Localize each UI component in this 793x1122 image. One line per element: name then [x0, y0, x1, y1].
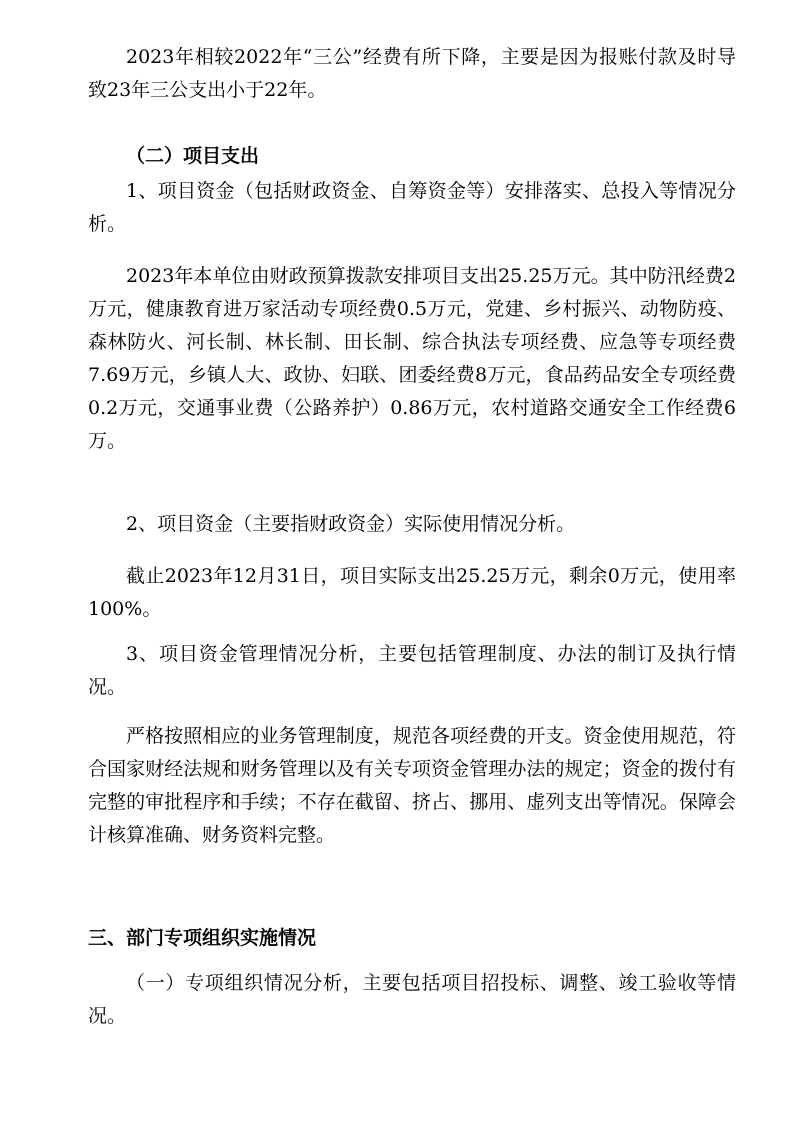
- paragraph-funds-management: 3、项目资金管理情况分析，主要包括管理制度、办法的制订及执行情况。: [88, 643, 736, 698]
- heading-project-expenditure: （二）项目支出: [126, 145, 260, 167]
- paragraph-project-funds-arrangement: 1、项目资金（包括财政资金、自筹资金等）安排落实、总投入等情况分析。: [88, 180, 736, 235]
- paragraph-three-public-expenses: 2023年相较2022年“三公”经费有所下降，主要是因为报账付款及时导致23年三公支出小于22年。: [88, 46, 736, 101]
- paragraph-project-funds-usage: 2、项目资金（主要指财政资金）实际使用情况分析。: [126, 513, 576, 535]
- heading-special-project-organization: 三、部门专项组织实施情况: [88, 927, 317, 949]
- paragraph-project-expenditure-details: 2023年本单位由财政预算拨款安排项目支出25.25万元。其中防汛经费2万元，健康教育进万家活动专项经费0.5万元，党建、乡村振兴、动物防疫、森林防火、河长制、林长制、田长制、综合执法专项经费、应急等专项经费7.69万元，乡镇人大、政协、妇联、团委经费8万元，食品药品安全专项经费0.2万元，交通事业费（公路养护）0.86万元，农村道路交通安全工作经费6万。: [88, 265, 736, 452]
- paragraph-management-compliance: 严格按照相应的业务管理制度，规范各项经费的开支。资金使用规范，符合国家财经法规和财务管理以及有关专项资金管理办法的规定；资金的拨付有完整的审批程序和手续；不存在截留、挤占、挪用、虚列支出等情况。保障会计核算准确、财务资料完整。: [88, 725, 736, 846]
- paragraph-usage-rate: 截止2023年12月31日，项目实际支出25.25万元，剩余0万元，使用率100%。: [88, 565, 736, 620]
- paragraph-special-organization-analysis: （一）专项组织情况分析，主要包括项目招投标、调整、竣工验收等情况。: [88, 972, 736, 1027]
